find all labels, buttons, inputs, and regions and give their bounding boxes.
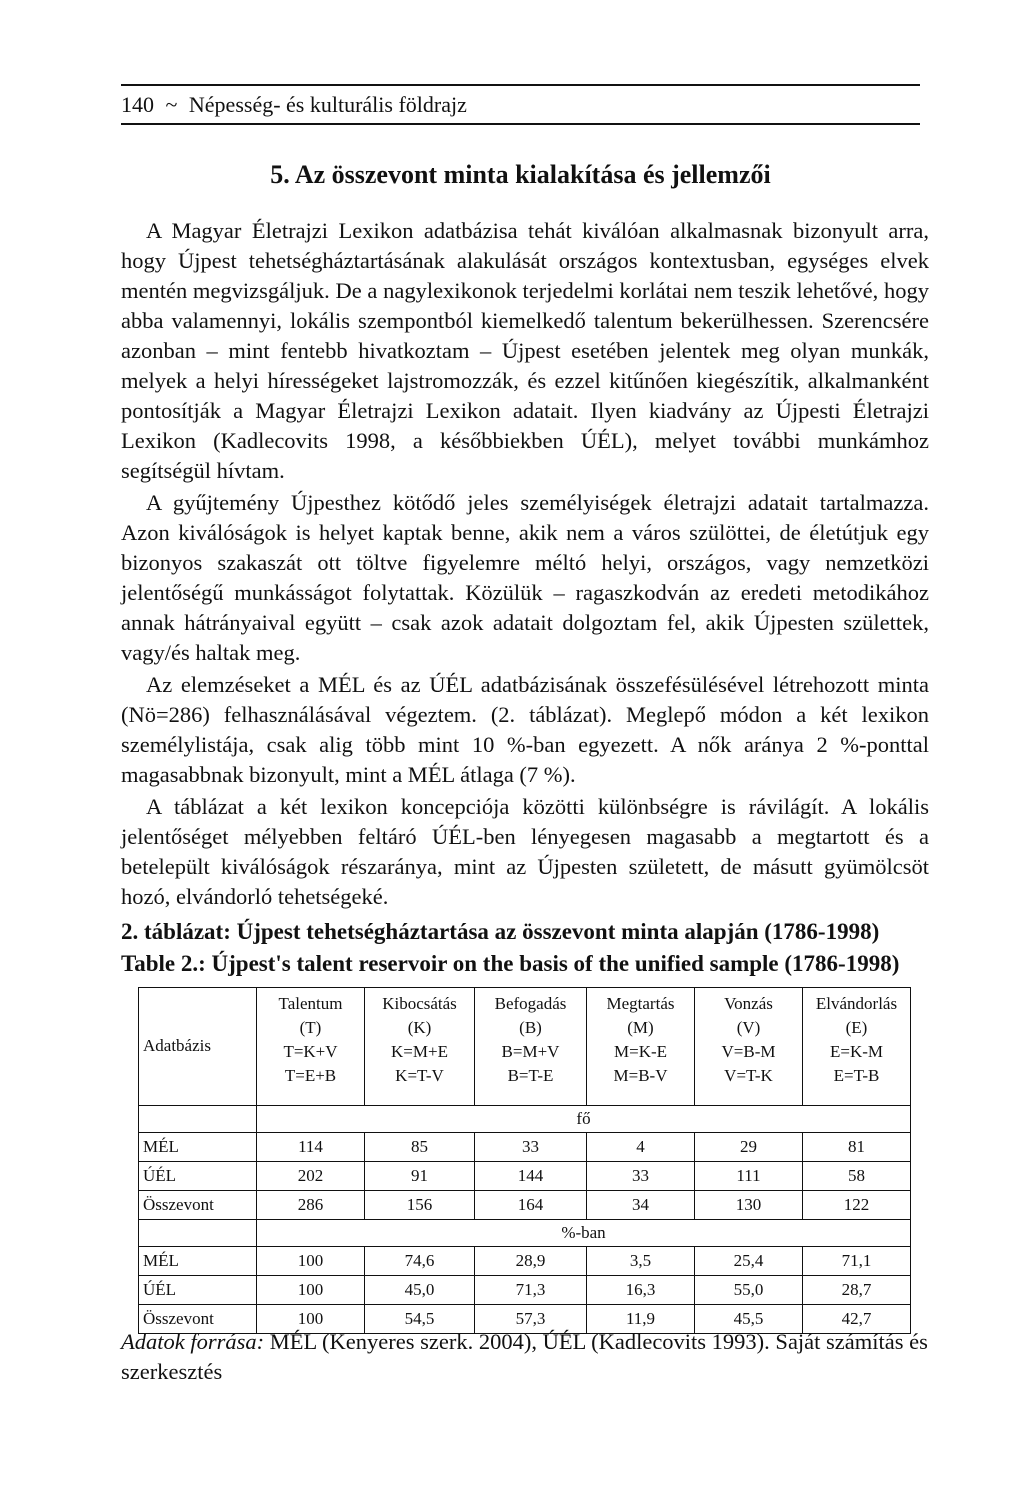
page-number: 140 <box>121 92 154 117</box>
table-row: Összevont 286 156 164 34 130 122 <box>139 1191 911 1220</box>
unit-row <box>139 1106 911 1133</box>
paragraph: A gyűjtemény Újpesthez kötődő jeles személyiségek életrajzi adatait tartalmazza. Azon kiválóságok is helyet kaptak benne, akik nem a város szülöttei, de életútjuk egy bizonyos szakaszát ott töltve figyelemre méltó helyi, országos, vagy nemzetközi jelentőségű munkásságot folytattak. Közülük – ragaszkodván az eredeti metodikához annak hátrányaival együtt – csak azok adatait dolgoztam fel, akik Újpesten születtek, vagy/és haltak meg. <box>121 490 929 665</box>
section-title: 5. Az összevont minta kialakítása és jellemzői <box>270 160 771 189</box>
table-header-row <box>139 988 911 1106</box>
table-caption <box>121 916 929 980</box>
column-header: Kibocsátás (K) K=M+E K=T-V <box>365 988 475 1106</box>
paragraph: A Magyar Életrajzi Lexikon adatbázisa tehát kiválóan alkalmasnak bizonyult arra, hogy Újpest tehetségháztartásának alakulását országos kontextusban, egységes elvek mentén megvizsgáljuk. De a nagylexikonok terjedelmi korlátai nem teszik lehetővé, hogy abba valamennyi, lokális szempontból kiemelkedő talentum bekerülhessen. Szerencsére azonban – mint fentebb hivatkoztam – Újpest esetében jelentek meg olyan munkák, melyek a helyi hírességeket lajstromozzák, és ezzel kitűnően kiegészítik, alkalmanként pontosítják a Magyar Életrajzi Lexikon adatait. Ilyen kiadvány az Újpesti Életrajzi Lexikon (Kadlecovits 1998, a későbbiekben ÚÉL), melyet további munkámhoz segítségül hívtam. <box>121 218 929 483</box>
column-header: Elvándorlás (E) E=K-M E=T-B <box>803 988 911 1106</box>
running-header <box>121 84 920 117</box>
corner-label: Adatbázis <box>139 988 257 1106</box>
unit-row <box>139 1220 911 1247</box>
column-header: Befogadás (B) B=M+V B=T-E <box>475 988 587 1106</box>
table-caption-hu: 2. táblázat: Újpest tehetségháztartása az összevont minta alapján (1786-1998) <box>121 919 880 944</box>
column-header: Vonzás (V) V=B-M V=T-K <box>695 988 803 1106</box>
column-header: Talentum (T) T=K+V T=E+B <box>257 988 365 1106</box>
source-label: Adatok forrása: <box>121 1329 265 1354</box>
paragraph: A táblázat a két lexikon koncepciója közötti különbségre is rávilágít. A lokális jelentőséget mélyebben feltáró ÚÉL-ben lényegesen magasabb a megtartott és a betelepült kiválóságok részaránya, mint az Újpesten született, de másutt gyümölcsöt hozó, elvándorló tehetségeké. <box>121 794 929 909</box>
data-table <box>138 987 911 1334</box>
source-text: MÉL (Kenyeres szerk. 2004), ÚÉL (Kadlecovits 1993). Saját számítás és szerkesztés <box>121 1329 928 1384</box>
table-row: ÚÉL 202 91 144 33 111 58 <box>139 1162 911 1191</box>
table-row: MÉL 114 85 33 4 29 81 <box>139 1133 911 1162</box>
source-note <box>121 1327 929 1387</box>
column-header: Megtartás (M) M=K-E M=B-V <box>587 988 695 1106</box>
table-row: ÚÉL 100 45,0 71,3 16,3 55,0 28,7 <box>139 1276 911 1305</box>
table-row: Összevont 100 54,5 57,3 11,9 45,5 42,7 <box>139 1305 911 1334</box>
running-title: Népesség- és kulturális földrajz <box>188 92 467 117</box>
paragraph: Az elemzéseket a MÉL és az ÚÉL adatbázisának összefésülésével létrehozott minta (Nö=286) felhasználásával végeztem. (2. táblázat). Meglepő módon a két lexikon személylistája, csak alig több mint 10 %-ban egyezett. A nők aránya 2 %-ponttal magasabbnak bizonyult, mint a MÉL átlaga (7 %). <box>121 672 929 787</box>
header-separator: ~ <box>165 92 178 117</box>
unit-label: fő <box>257 1106 911 1133</box>
table-row: MÉL 100 74,6 28,9 3,5 25,4 71,1 <box>139 1247 911 1276</box>
header-rule <box>121 123 920 125</box>
unit-label: %-ban <box>257 1220 911 1247</box>
body-text <box>121 216 929 914</box>
table-caption-en: Table 2.: Újpest's talent reservoir on the basis of the unified sample (1786-1998) <box>121 951 900 976</box>
